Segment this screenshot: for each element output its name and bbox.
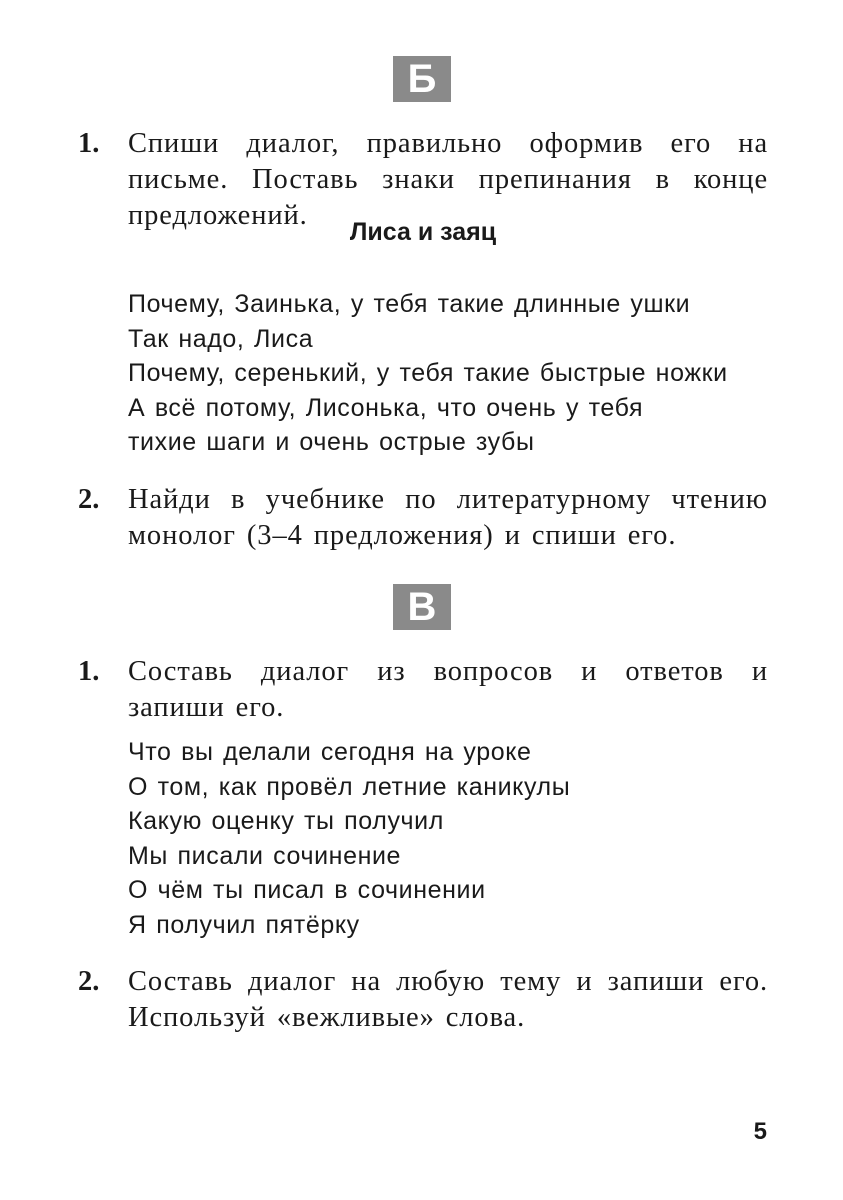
dialogue-lines xyxy=(128,287,788,460)
task-number: 2. xyxy=(78,484,100,515)
dialogue-line: Так надо, Лиса xyxy=(128,324,314,353)
task-text: Найди в учебнике по литературному чтению монолог (3–4 предложения) и спиши его. xyxy=(128,484,768,551)
qa-line: Мы писали сочинение xyxy=(128,841,402,870)
task-number: 1. xyxy=(78,128,100,159)
qa-line: Какую оценку ты получил xyxy=(128,807,444,835)
section-badge-b: Б xyxy=(393,56,451,102)
task-number: 1. xyxy=(78,656,100,687)
qa-line: Я получил пятёрку xyxy=(128,910,360,939)
task-v1 xyxy=(78,654,768,726)
task-text: Составь диалог на любую тему и запиши его. Используй «вежливые» слова. xyxy=(128,966,768,1033)
task-v2 xyxy=(78,964,768,1036)
question-answer-lines xyxy=(128,735,788,942)
qa-line: О том, как провёл летние каникулы xyxy=(128,772,571,801)
dialogue-line: Почему, серенький, у тебя такие быстрые ножки xyxy=(128,359,728,387)
dialogue-line: тихие шаги и очень острые зубы xyxy=(128,428,535,456)
task-text: Составь диалог из вопросов и ответов и запиши его. xyxy=(128,656,768,723)
task-number: 2. xyxy=(78,966,100,997)
qa-line: О чём ты писал в сочинении xyxy=(128,876,486,904)
section-badge-v: В xyxy=(393,584,451,630)
dialogue-line: А всё потому, Лисонька, что очень у тебя xyxy=(128,393,644,422)
page-number: 5 xyxy=(753,1118,767,1145)
qa-line: Что вы делали сегодня на уроке xyxy=(128,738,532,766)
task-text: Спиши диалог, правильно оформив его на письме. Поставь знаки препинания в конце предложений. xyxy=(128,128,768,231)
task-b2 xyxy=(78,482,768,554)
story-title: Лиса и заяц xyxy=(349,218,497,246)
dialogue-line: Почему, Заинька, у тебя такие длинные ушки xyxy=(128,290,691,318)
